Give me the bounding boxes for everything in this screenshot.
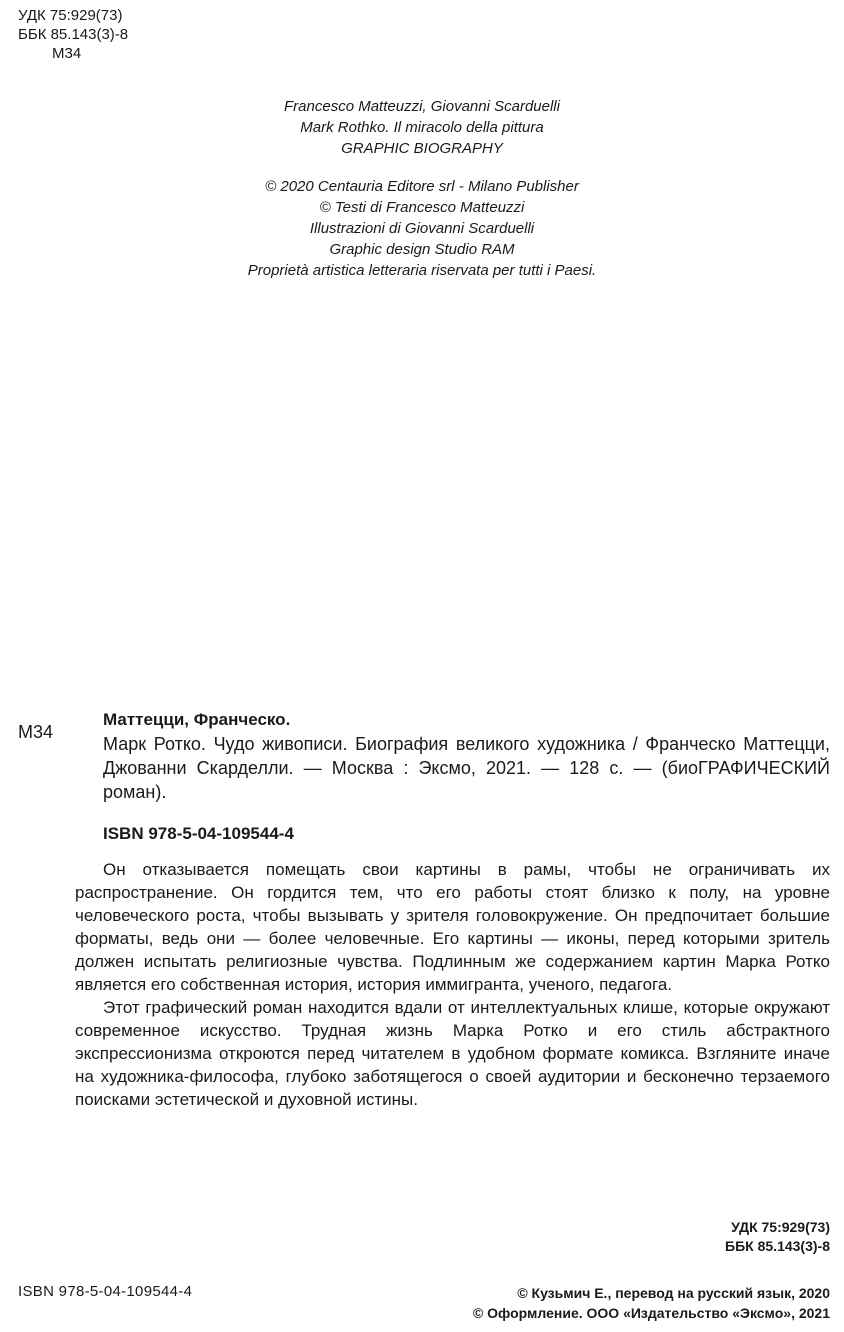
rights-block: [0, 176, 844, 281]
top-classification-codes: [18, 6, 128, 63]
original-authors: Francesco Matteuzzi, Giovanni Scarduelli: [284, 98, 560, 115]
author-mark: М34: [52, 45, 82, 62]
bbk-code: ББК 85.143(3)-8: [725, 1238, 830, 1254]
bottom-classification-codes: [725, 1218, 830, 1256]
copyright-notices: [473, 1283, 830, 1323]
annotation-paragraph: Он отказывается помещать свои картины в рамы, чтобы не ограничивать их распространение. Он гордится тем, что его работы стоят близко к полу, на уровне человеческого роста, чтобы вызывать у зрителя головокружение. Он предпочитает большие форматы, ведь они — более человечные. Его картины — иконы, перед которыми зритель должен испытать религиозные чувства. Подлинным же содержанием картин Марка Ротко является его собственная история, история иммигранта, ученого, педагога.: [75, 860, 830, 994]
rights-line: Graphic design Studio RAM: [329, 241, 515, 258]
copyright-line: © Кузьмич Е., перевод на русский язык, 2020: [517, 1285, 830, 1301]
catalog-entry: [103, 708, 830, 804]
original-edition-info: [0, 96, 844, 159]
udk-code: УДК 75:929(73): [731, 1219, 830, 1235]
copyright-line: © Оформление. ООО «Издательство «Эксмо», 2021: [472, 1305, 830, 1321]
catalog-isbn: ISBN 978-5-04-109544-4: [103, 824, 294, 843]
bottom-isbn: ISBN 978-5-04-109544-4: [18, 1283, 193, 1300]
catalog-author: Маттецци, Франческо.: [103, 710, 291, 729]
rights-line: © 2020 Centauria Editore srl - Milano Publisher: [265, 178, 579, 195]
bbk-code: ББК 85.143(3)-8: [18, 26, 129, 43]
udk-code: УДК 75:929(73): [18, 7, 123, 24]
annotation-paragraph: Этот графический роман находится вдали от интеллектуальных клише, которые окружают современное искусство. Трудная жизнь Марка Ротко и его стиль абстрактного экспрессионизма откроются перед читателем в удобном формате комикса. Взгляните иначе на художника-философа, глубоко заботящегося о своей аудитории и бесконечно терзаемого поисками эстетической и духовной истины.: [75, 998, 830, 1109]
original-title: Mark Rothko. Il miracolo della pittura: [300, 119, 544, 136]
annotation: [75, 858, 830, 1111]
rights-line: Proprietà artistica letteraria riservata per tutti i Paesi.: [247, 262, 597, 279]
rights-line: © Testi di Francesco Matteuzzi: [319, 199, 525, 216]
catalog-author-mark: М34: [18, 722, 54, 742]
original-series: GRAPHIC BIOGRAPHY: [341, 140, 503, 157]
catalog-description: Марк Ротко. Чудо живописи. Биография великого художника / Франческо Маттецци, Джованни Скарделли. — Москва : Эксмо, 2021. — 128 с. — (биоГРАФИЧЕСКИЙ роман).: [103, 734, 830, 802]
rights-line: Illustrazioni di Giovanni Scarduelli: [309, 220, 535, 237]
